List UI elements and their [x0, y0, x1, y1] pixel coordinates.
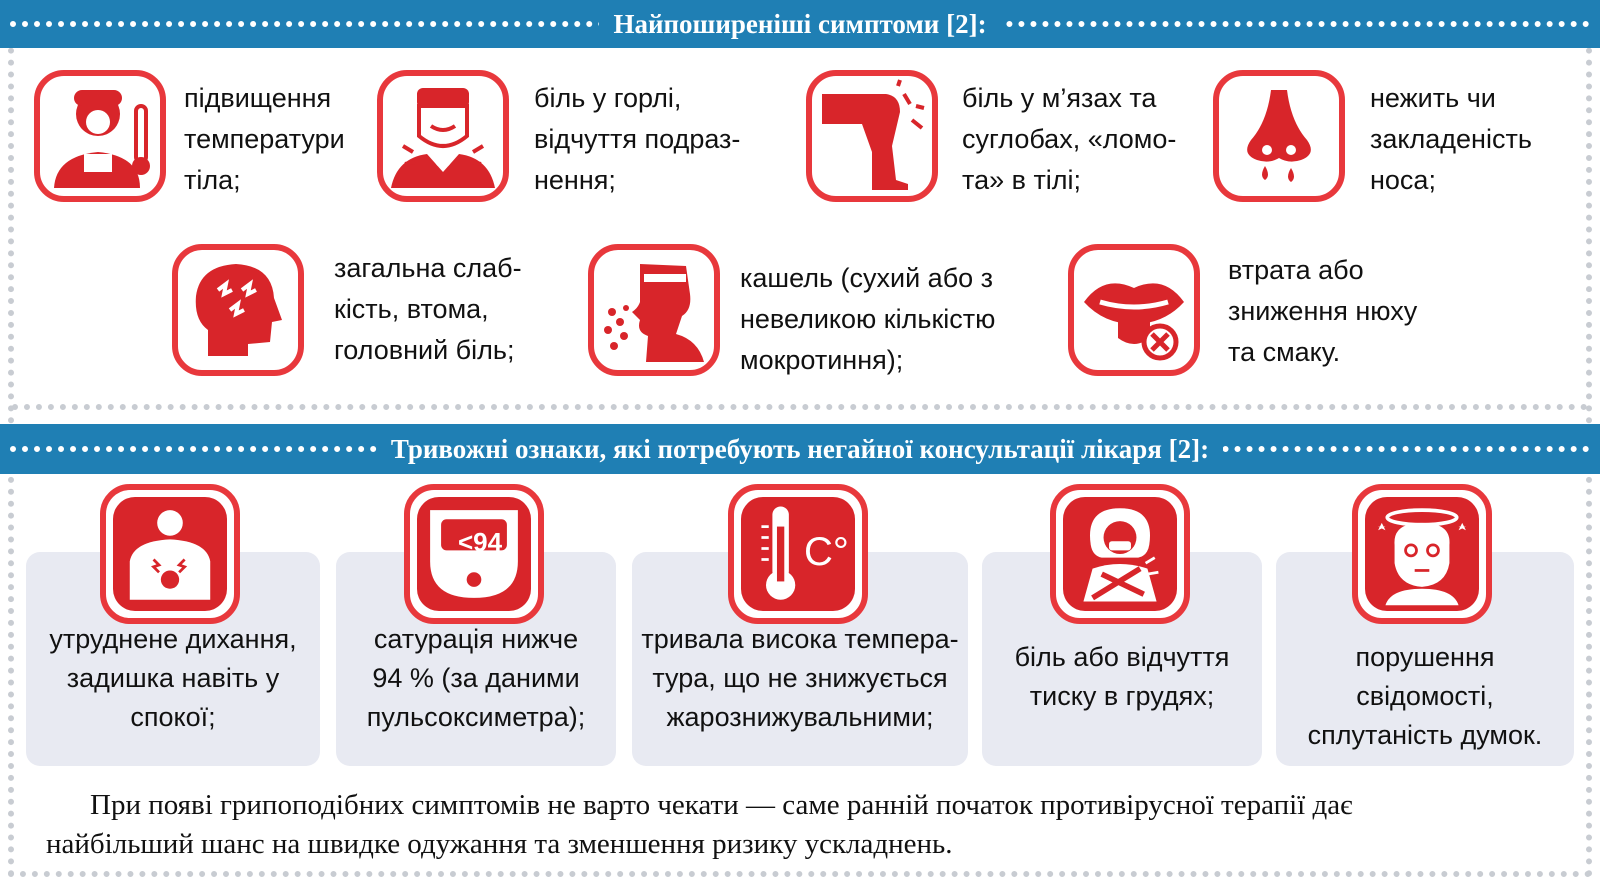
symptom-text-weakness: загальна слаб- кість, втома, головний біль; [334, 253, 522, 365]
oximeter-reading: <94 [457, 527, 503, 557]
warning-text-consciousness: порушення свідомості, сплутаність думок. [1307, 642, 1543, 750]
muscle-pain-icon [806, 70, 938, 202]
banner-title: Тривожні ознаки, які потребують негайної консультації лікаря [2]: [377, 424, 1223, 474]
warning-text-fever: тривала висока темпера- тура, що не знижується жарознижувальними; [641, 624, 959, 732]
chest-breathing-icon [100, 484, 240, 624]
cough-icon [588, 244, 720, 376]
footer-line-2: найбільший шанс на швидке одужання та зменшення ризику ускладнень. [46, 828, 953, 860]
celsius-label: C° [804, 530, 849, 574]
symptom-text-cough: кашель (сухий або з невеликою кількістю мокротиння); [740, 263, 996, 375]
sore-throat-icon [377, 70, 509, 202]
footer-line-1: При появі грипоподібних симптомів не варто чекати — саме ранній початок противірусної терапії дає [90, 789, 1353, 821]
chest-pain-person-icon [1050, 484, 1190, 624]
symptom-text-muscle: біль у м’язах та суглобах, «ломо- та» в тілі; [962, 83, 1177, 195]
runny-nose-icon [1213, 70, 1345, 202]
banner-title: Найпоширеніші симптоми [2]: [599, 0, 1000, 48]
headache-icon [172, 244, 304, 376]
banner-warning-signs [0, 424, 1600, 474]
banner-common-symptoms [0, 0, 1600, 48]
symptom-text-nose: нежить чи закладеність носа; [1370, 83, 1532, 195]
warning-text-chest-pain: біль або відчуття тиску в грудях; [1014, 642, 1230, 711]
symptom-text-taste: втрата або зниження нюху та смаку. [1228, 255, 1418, 367]
symptom-text-throat: біль у горлі, відчуття подраз- нення; [534, 83, 741, 195]
thermometer-celsius-icon [728, 484, 868, 624]
warning-text-saturation: сатурація нижче 94 % (за даними пульсоксиметра); [366, 624, 586, 732]
warning-text-breathing: утруднене дихання, задишка навіть у спокої; [49, 624, 297, 732]
pulse-oximeter-icon [404, 484, 544, 624]
loss-of-taste-icon [1068, 244, 1200, 376]
footer-advice [46, 786, 1566, 864]
dizzy-person-icon [1352, 484, 1492, 624]
dotted-divider [12, 404, 1588, 410]
symptom-text-fever: підвищення температури тіла; [184, 83, 345, 195]
fever-person-icon [34, 70, 166, 202]
